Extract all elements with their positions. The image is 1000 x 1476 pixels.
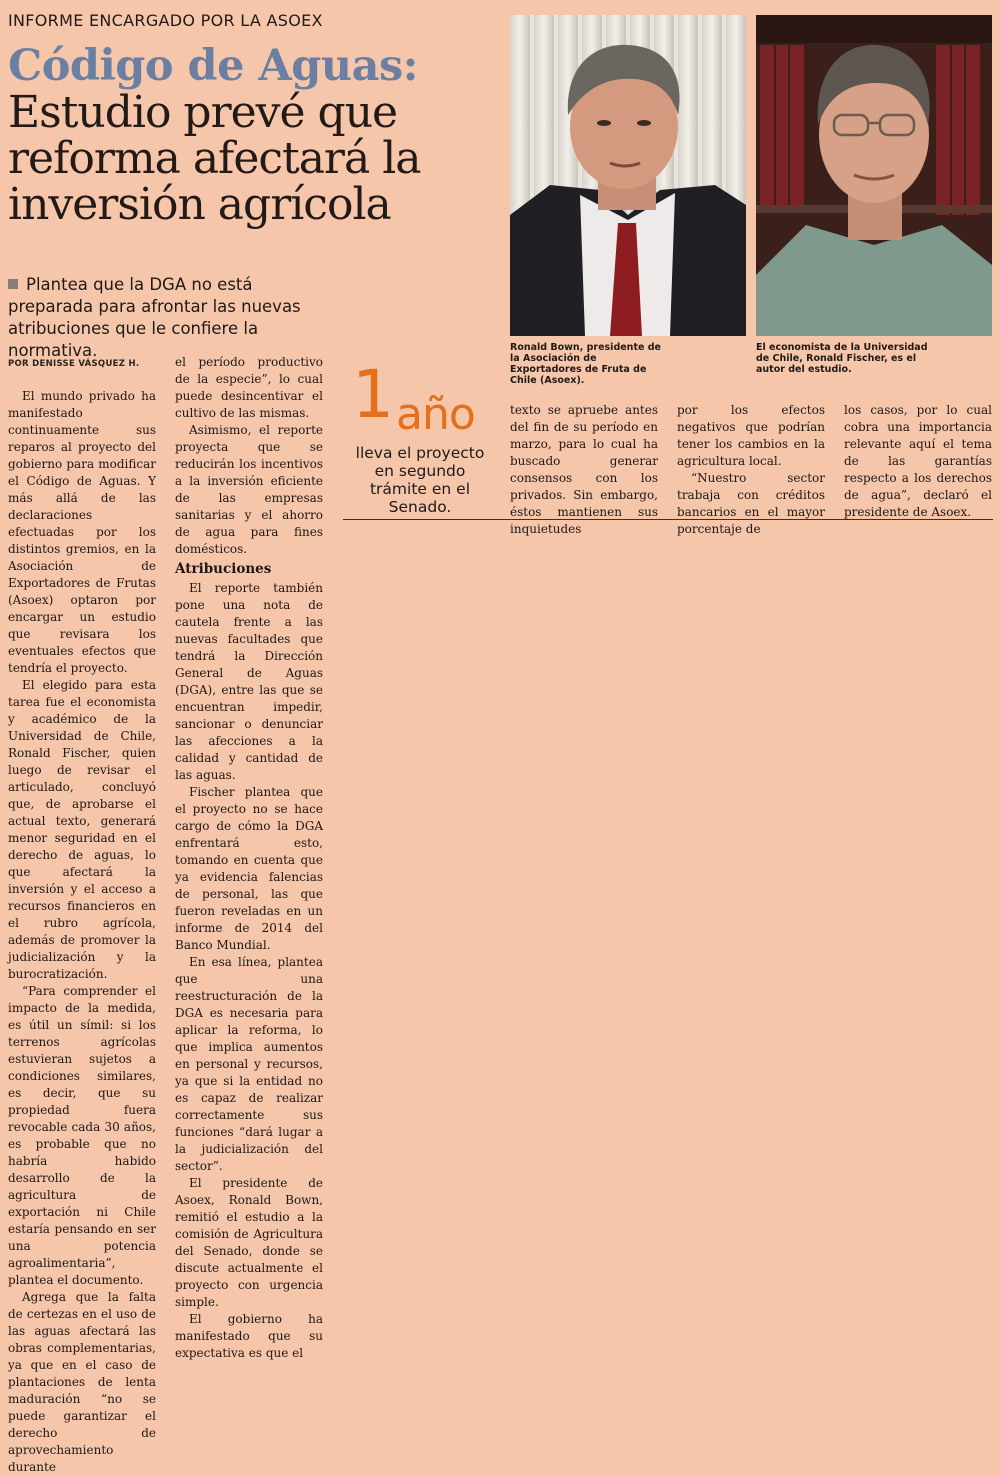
fact-text: lleva el proyecto en segundo trámite en el Senado. (355, 444, 485, 516)
kicker: INFORME ENCARGADO POR LA ASOEX (8, 11, 323, 30)
paragraph: “Para comprender el impacto de la medida, es útil un símil: si los terrenos agrícolas estuvieran sujetos a condiciones similares, es decir, que su propiedad fuera revocable cada 30 años, es probable que no habría habido desarrollo de la agricultura de exportación ni Chile estaría pensando en ser una potencia agroalimentaria”, plantea el documento. (8, 984, 156, 1287)
fact-number: 1 (352, 356, 391, 433)
column-2 (175, 354, 323, 1362)
fact-unit: año (396, 389, 475, 440)
headline-line-2: reforma afectará la (8, 133, 421, 184)
photo-caption-fischer: El economista de la Universidad de Chile, Ronald Fischer, es el autor del estudio. (756, 342, 928, 375)
headline-line-3: inversión agrícola (8, 179, 391, 230)
photo-ronald-bown (510, 15, 746, 336)
paragraph: En esa línea, plantea que una reestructuración de la DGA es necesaria para aplicar la reforma, lo que implica aumentos en personal y recursos, ya que si la entidad no es capaz de realizar correctamente sus funciones “dará lugar a la judicialización del sector”. (175, 955, 323, 1173)
paragraph: los casos, por lo cual cobra una importancia relevante aquí el tema de las garantías respecto a los derechos de agua”, declaró el presidente de Asoex. (844, 403, 992, 519)
paragraph: “Nuestro sector trabaja con créditos bancarios en el mayor porcentaje de (677, 471, 825, 536)
paragraph: el período productivo de la especie”, lo cual puede desincentivar el cultivo de las mismas. (175, 355, 323, 420)
deck-text: Plantea que la DGA no está preparada para afrontar las nuevas atribuciones que le confiere la normativa. (8, 275, 301, 360)
paragraph: texto se apruebe antes del fin de su período en marzo, para lo cual ha buscado generar consensos con los privados. Sin embargo, éstos mantienen sus inquietudes (510, 403, 658, 536)
deck (8, 274, 338, 362)
portrait-bown-image (510, 15, 746, 336)
title-highlight: Código de Aguas: (8, 41, 419, 91)
paragraph: por los efectos negativos que podrían tener los cambios en la agricultura local. (677, 403, 825, 468)
paragraph: El reporte también pone una nota de cautela frente a las nuevas facultades que tendrá la Dirección General de Aguas (DGA), entre las que se encuentran impedir, sancionar o denunciar las afecciones a la calidad y cantidad de las aguas. (175, 581, 323, 782)
paragraph: El mundo privado ha manifestado continuamente sus reparos al proyecto del gobierno para modificar el Código de Aguas. Y más allá de las declaraciones efectuadas por los distintos gremios, en la Asociación de Exportadores de Frutas (Asoex) optaron por encargar un estudio que revisara los eventuales efectos que tendría el proyecto. (8, 389, 156, 675)
bullet-square-icon (8, 279, 18, 289)
headline-line-1: Estudio prevé que (8, 87, 398, 138)
paragraph: El gobierno ha manifestado que su expectativa es que el (175, 1312, 323, 1360)
photo-caption-bown: Ronald Bown, presidente de la Asociación de Exportadores de Fruta de Chile (Asoex). (510, 342, 661, 386)
paragraph: Fischer plantea que el proyecto no se hace cargo de cómo la DGA enfrentará esto, tomando en cuenta que ya evidencia falencias de personal, las que fueron reveladas en un informe de 2014 del Banco Mundial. (175, 785, 323, 952)
portrait-fischer-image (756, 15, 992, 336)
section-divider (343, 519, 993, 520)
column-1 (8, 388, 156, 1476)
photo-ronald-fischer (756, 15, 992, 336)
column-3 (510, 402, 658, 538)
headline (8, 87, 498, 230)
paragraph: Agrega que la falta de certezas en el uso de las aguas afectará las obras complementarias, ya que en el caso de plantaciones de lenta maduración “no se puede garantizar el derecho de aprovechamiento durante (8, 1290, 156, 1474)
subhead: Atribuciones (175, 561, 272, 577)
column-4 (677, 402, 825, 538)
paragraph: El elegido para esta tarea fue el economista y académico de la Universidad de Chile, Ronald Fischer, quien luego de revisar el articulado, concluyó que, de aprobarse el actual texto, generará menor seguridad en el derecho de aguas, lo que afectará la inversión y el acceso a recursos financieros en el rubro agrícola, además de promover la judicialización y la burocratización. (8, 678, 156, 981)
column-5 (844, 402, 992, 521)
paragraph: El presidente de Asoex, Ronald Bown, remitió el estudio a la comisión de Agricultura del Senado, donde se discute actualmente el proyecto con urgencia simple. (175, 1176, 323, 1309)
paragraph: Asimismo, el reporte proyecta que se reducirán los incentivos a la inversión eficiente de las empresas sanitarias y el ahorro de agua para fines domésticos. (175, 423, 323, 556)
byline: POR DENISSE VÁSQUEZ H. (8, 359, 140, 369)
